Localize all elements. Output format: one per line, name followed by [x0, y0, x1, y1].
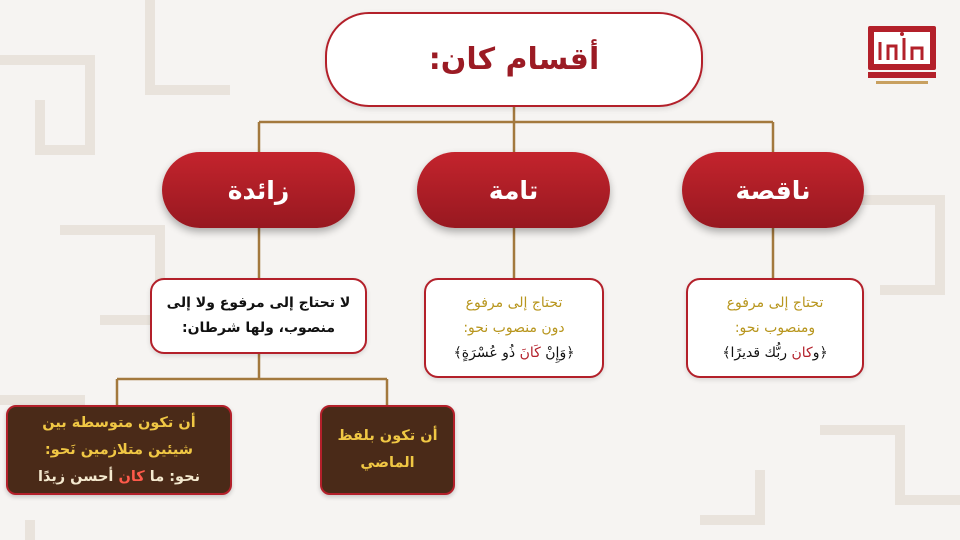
condition-past-tense: [320, 405, 455, 495]
desc-zaida: [150, 278, 367, 354]
example-pre: نحو: ما: [144, 468, 201, 485]
desc-naqisa-example: [722, 341, 827, 366]
category-tamma-label: تامة: [488, 175, 539, 205]
example-open: ﴿وَإِنْ: [540, 344, 575, 361]
condition-between-example: [38, 464, 200, 491]
desc-zaida-line1: لا تحتاج إلى مرفوع ولا إلى: [166, 295, 351, 311]
condition-past-line1: أن تكون بلفظ: [337, 428, 438, 444]
example-kana: كَانَ: [519, 344, 541, 361]
category-naqisa: [682, 152, 864, 228]
desc-tamma-line2: دون منصوب نحو:: [463, 319, 565, 336]
logo: [862, 24, 942, 90]
page-title: أقسام كان:: [428, 42, 600, 77]
desc-naqisa-line1: تحتاج إلى مرفوع: [726, 294, 824, 311]
desc-naqisa: [686, 278, 864, 378]
category-zaida-label: زائدة: [227, 175, 290, 205]
category-naqisa-label: ناقصة: [735, 175, 811, 205]
category-tamma: [417, 152, 610, 228]
example-kana: كان: [791, 344, 813, 361]
title-box: [325, 12, 703, 107]
example-post: أحسن زيدًا: [37, 468, 119, 485]
condition-between-line1: أن تكون متوسطة بين: [42, 414, 196, 431]
condition-between-line2: شيئين متلازمين نَحو:: [44, 441, 194, 458]
desc-tamma-line1: تحتاج إلى مرفوع: [465, 294, 563, 311]
example-kana: كان: [118, 468, 145, 485]
example-rest: ذُو عُسْرَةٍ﴾: [453, 344, 520, 361]
example-open: ﴿و: [812, 344, 828, 361]
desc-tamma-example: [454, 341, 575, 366]
condition-past-line2: الماضي: [360, 455, 415, 471]
example-rest: ربُّك قديرًا﴾: [722, 344, 792, 361]
category-zaida: [162, 152, 355, 228]
desc-tamma: [424, 278, 604, 378]
condition-between: [6, 405, 232, 495]
desc-naqisa-line2: ومنصوب نحو:: [734, 319, 816, 336]
desc-zaida-line2: منصوب، ولها شرطان:: [182, 320, 336, 336]
